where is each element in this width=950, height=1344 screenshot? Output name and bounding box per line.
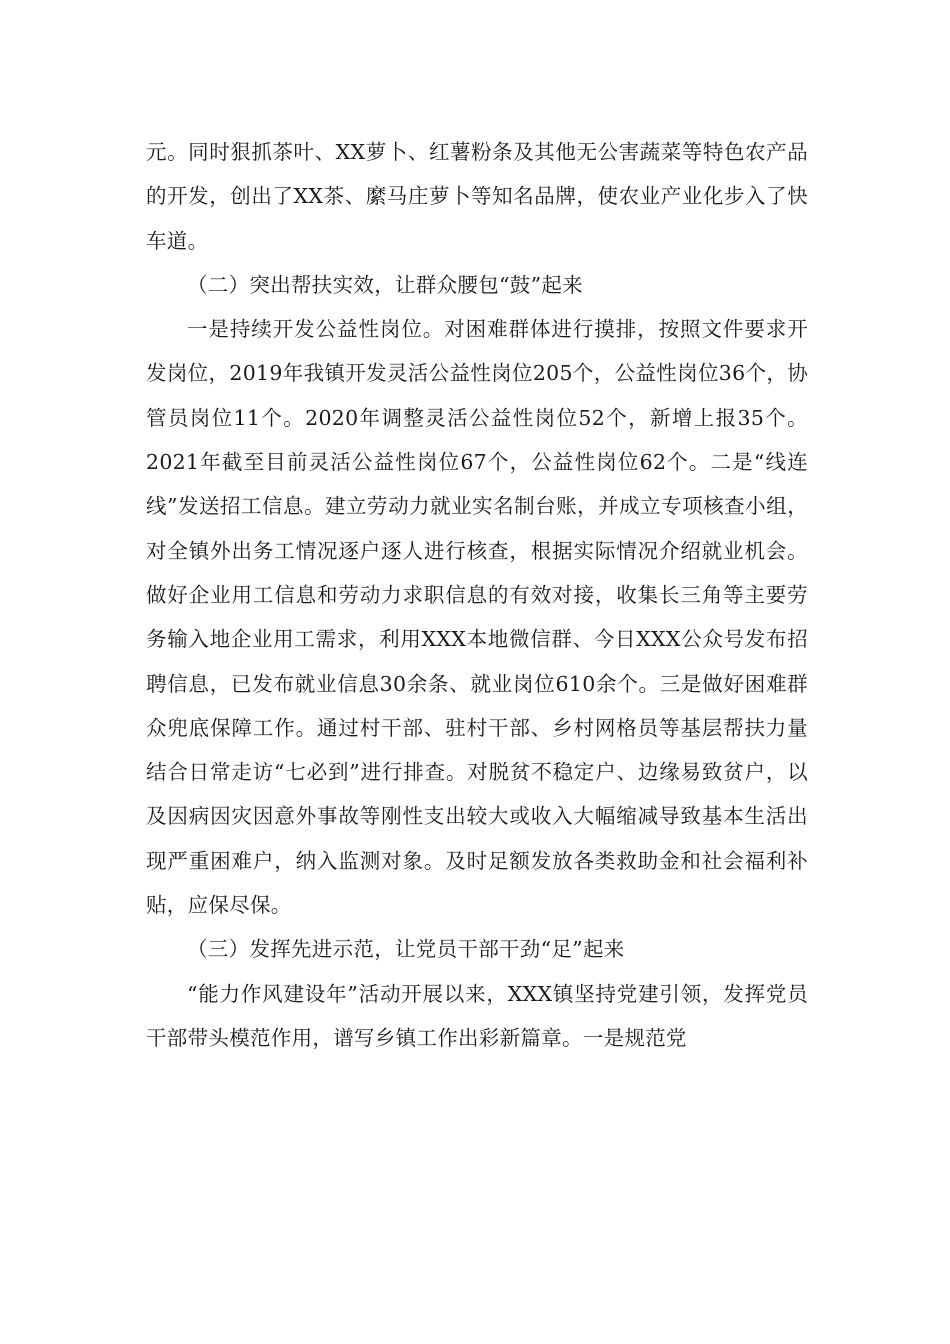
paragraph-continuation: 元。同时狠抓茶叶、XX萝卜、红薯粉条及其他无公害蔬菜等特色农产品的开发，创出了XX茶、縻马庄萝卜等知名品牌，使农业产业化步入了快车道。: [146, 140, 808, 253]
document-body: [146, 130, 808, 1060]
paragraph-assistance: 一是持续开发公益性岗位。对困难群体进行摸排，按照文件要求开发岗位，2019年我镇开发灵活公益性岗位205个，公益性岗位36个，协管员岗位11个。2020年调整灵活公益性岗位52个，新增上报35个。2021年截至目前灵活公益性岗位67个，公益性岗位62个。二是“线连线”发送招工信息。建立劳动力就业实名制台账，并成立专项核查小组，对全镇外出务工情况逐户逐人进行核查，根据实际情况介绍就业机会。做好企业用工信息和劳动力求职信息的有效对接，收集长三角等主要劳务输入地企业用工需求，利用XXX本地微信群、今日XXX公众号发布招聘信息，已发布就业信息30余条、就业岗位610余个。三是做好困难群众兜底保障工作。通过村干部、驻村干部、乡村网格员等基层帮扶力量结合日常走访“七必到”进行排查。对脱贫不稳定户、边缘易致贫户，以及因病因灾因意外事故等刚性支出较大或收入大幅缩减导致基本生活出现严重困难户，纳入监测对象。及时足额发放各类救助金和社会福利补贴，应保尽保。: [146, 317, 808, 918]
paragraph-party-cadres: “能力作风建设年”活动开展以来，XXX镇坚持党建引领，发挥党员干部带头模范作用，谱写乡镇工作出彩新篇章。一是规范党: [146, 981, 808, 1050]
section-heading-three: （三）发挥先进示范，让党员干部干劲“足”起来: [187, 937, 625, 962]
section-heading-two: （二）突出帮扶实效，让群众腰包“鼓”起来: [187, 272, 583, 297]
